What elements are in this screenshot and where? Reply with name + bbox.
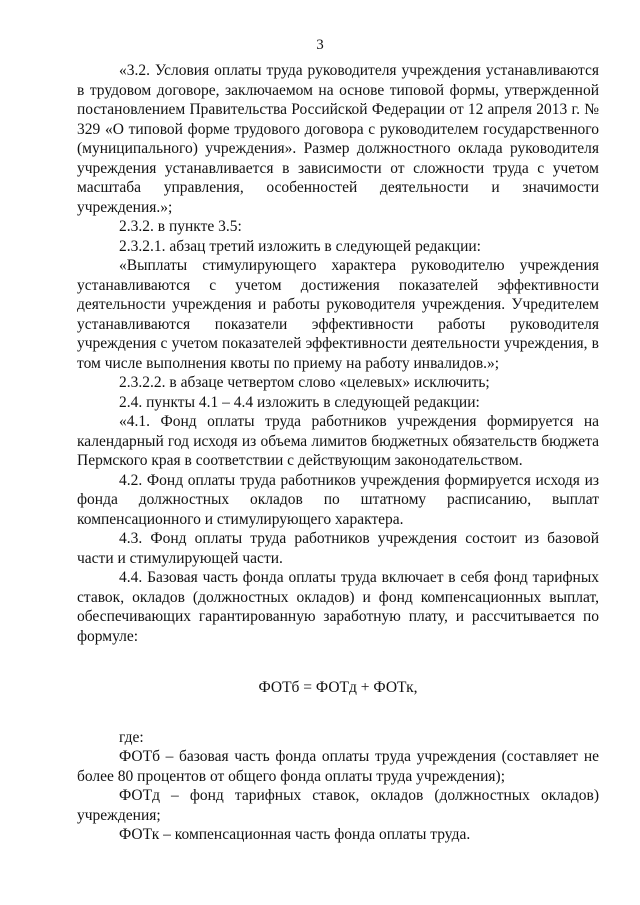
paragraph-3-2: «3.2. Условия оплаты труда руководителя учреждения устанавливаются в трудовом договоре, заключаемом на основе типовой формы, утвержденной постановлением Правительства Российской Федерации от 12 апреля 2013 г. № 329 «О типовой форме трудового договора с руководителем государственного (муниципального) учреждения». Размер должностного оклада руководителя учреждения устанавливается в зависимости от сложности труда с учетом масштаба управления, особенностей деятельности и значимости учреждения.»; <box>77 62 599 216</box>
paragraph-2-3-2-1: 2.3.2.1. абзац третий изложить в следующей редакции: <box>119 237 481 255</box>
definition-fotb: ФОТб – базовая часть фонда оплаты труда учреждения (составляет не более 80 процентов от общего фонда оплаты труда учреждения); <box>77 748 599 785</box>
paragraph-incentive-payments: «Выплаты стимулирующего характера руководителю учреждения устанавливаются с учетом достижения показателей эффективности деятельности учреждения и работы руководителя учреждения. Учредителем устанавливаются показатели эффективности работы руководителя учреждения с учетом показателей эффективности деятельности учреждения, в том числе выполнения квоты по приему на работу инвалидов.»; <box>77 257 599 372</box>
paragraph-2-3-2-2: 2.3.2.2. в абзаце четвертом слово «целевых» исключить; <box>119 374 490 391</box>
paragraph-4-1: «4.1. Фонд оплаты труда работников учреждения формируется на календарный год исходя из объема лимитов бюджетных обязательств бюджета Пермского края в соответствии с действующим законодательством. <box>77 413 599 469</box>
document-body <box>77 61 599 845</box>
where-label: где: <box>119 728 144 746</box>
paragraph-4-3: 4.3. Фонд оплаты труда работников учреждения состоит из базовой части и стимулирующей части. <box>77 530 599 567</box>
formula: ФОТб = ФОТд + ФОТк, <box>258 679 418 696</box>
definition-fotd: ФОТд – фонд тарифных ставок, окладов (должностных окладов) учреждения; <box>77 787 599 824</box>
paragraph-4-4: 4.4. Базовая часть фонда оплаты труда включает в себя фонд тарифных ставок, окладов (должностных окладов) и фонд компенсационных выплат, обеспечивающих гарантированную заработную плату, и рассчитывается по формуле: <box>77 569 599 645</box>
paragraph-4-2: 4.2. Фонд оплаты труда работников учреждения формируется исходя из фонда должностных окладов по штатному расписанию, выплат компенсационного и стимулирующего характера. <box>77 471 599 528</box>
paragraph-2-4: 2.4. пункты 4.1 – 4.4 изложить в следующей редакции: <box>119 393 480 411</box>
definition-fotk: ФОТк – компенсационная часть фонда оплаты труда. <box>119 826 471 843</box>
page-number: 3 <box>316 37 324 53</box>
paragraph-2-3-2: 2.3.2. в пункте 3.5: <box>119 218 242 235</box>
